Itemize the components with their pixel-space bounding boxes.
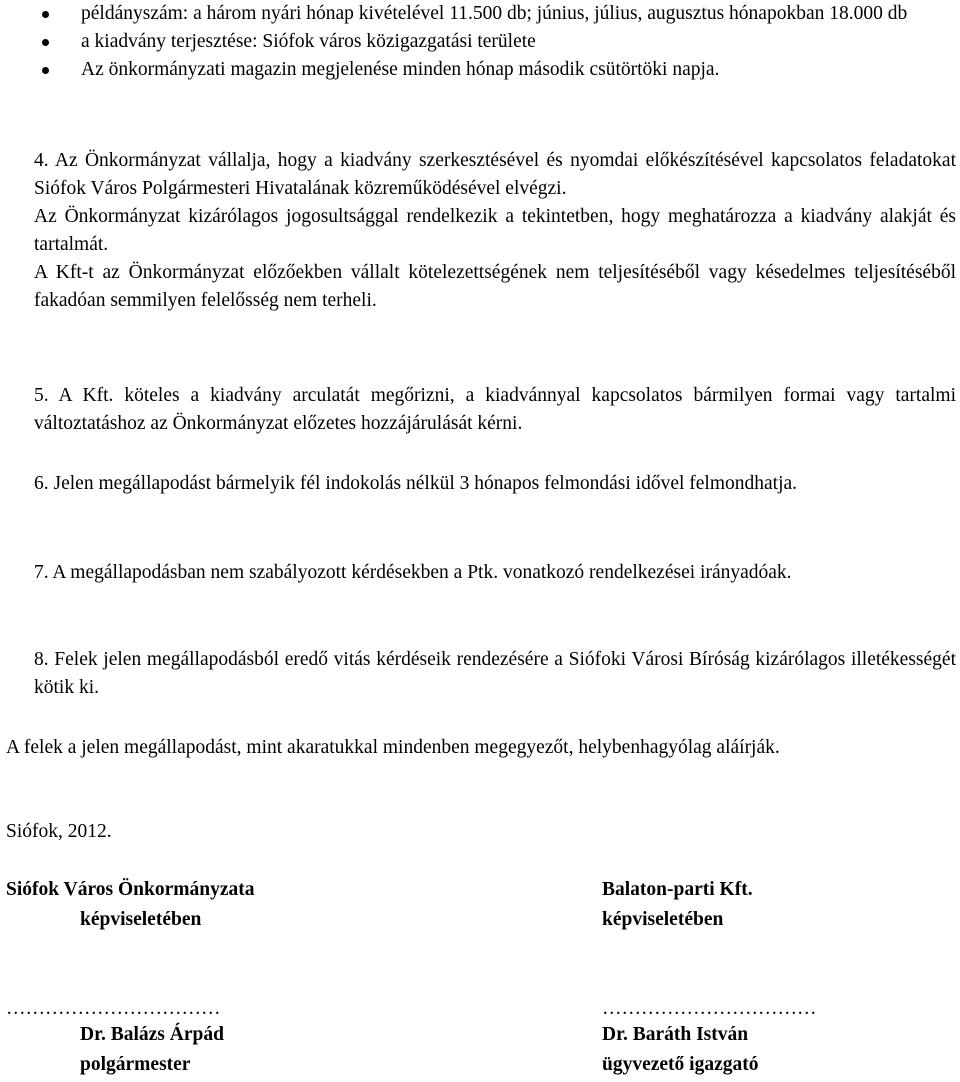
bullet-list: [6, 0, 956, 84]
section-8: 8. Felek jelen megállapodásból eredő vitás kérdéseik rendezésére a Siófoki Városi Bíróság kizárólagos illetékességét kötik ki.: [34, 649, 956, 698]
section-7: 7. A megállapodásban nem szabályozott kérdésekben a Ptk. vonatkozó rendelkezései irányadóak.: [34, 562, 792, 583]
signature-right-org: Balaton-parti Kft.: [602, 879, 753, 900]
bullet-icon: [42, 39, 49, 46]
bullet-text: példányszám: a három nyári hónap kivételével 11.500 db; június, július, augusztus hónapokban 18.000 db: [81, 3, 908, 24]
signature-left-line: ……………………………: [6, 998, 221, 1019]
bullet-icon: [42, 67, 49, 74]
signature-right-title: ügyvezető igazgató: [602, 1054, 759, 1075]
list-item: [6, 0, 956, 28]
bullet-text: Az önkormányzati magazin megjelenése minden hónap második csütörtöki napja.: [81, 59, 720, 80]
signature-left: [6, 875, 254, 935]
section-4-paragraph-3: A Kft-t az Önkormányzat előzőekben vállalt kötelezettségének nem teljesítéséből vagy késedelmes teljesítéséből fakadóan semmilyen felelősség nem terheli.: [34, 262, 956, 311]
bullet-icon: [42, 11, 49, 18]
place-date: Siófok, 2012.: [6, 821, 112, 842]
section-4-paragraph-1: 4. Az Önkormányzat vállalja, hogy a kiadvány szerkesztésével és nyomdai előkészítésével kapcsolatos feladatokat Siófok Város Polgármesteri Hivatalának közreműködésével elvégzi.: [34, 150, 956, 199]
signature-left-name: Dr. Balázs Árpád: [80, 1024, 224, 1045]
signature-right-name: Dr. Baráth István: [602, 1024, 749, 1045]
section-4-paragraph-2: Az Önkormányzat kizárólagos jogosultsággal rendelkezik a tekintetben, hogy meghatározza a kiadvány alakját és tartalmát.: [34, 206, 956, 255]
signature-left-org: Siófok Város Önkormányzata: [6, 879, 255, 900]
signature-right-role: képviseletében: [602, 909, 724, 930]
signature-left-title: polgármester: [80, 1054, 191, 1075]
closing-paragraph: A felek a jelen megállapodást, mint akaratukkal mindenben megegyezőt, helybenhagyólag aláírják.: [6, 737, 780, 758]
signature-left-role: képviseletében: [80, 909, 202, 930]
section-4: [6, 147, 956, 315]
list-item: [6, 28, 956, 56]
signature-left-person: [80, 1020, 224, 1080]
signature-right: [602, 875, 753, 935]
signature-right-line: ……………………………: [602, 998, 817, 1019]
signature-right-person: [602, 1020, 759, 1080]
section-6: 6. Jelen megállapodást bármelyik fél indokolás nélkül 3 hónapos felmondási idővel felmondhatja.: [34, 473, 798, 494]
section-5: 5. A Kft. köteles a kiadvány arculatát megőrizni, a kiadvánnyal kapcsolatos bármilyen formai vagy tartalmi változtatáshoz az Önkormányzat előzetes hozzájárulását kérni.: [34, 385, 956, 434]
list-item: [6, 56, 956, 84]
bullet-text: a kiadvány terjesztése: Siófok város közigazgatási területe: [81, 31, 536, 52]
